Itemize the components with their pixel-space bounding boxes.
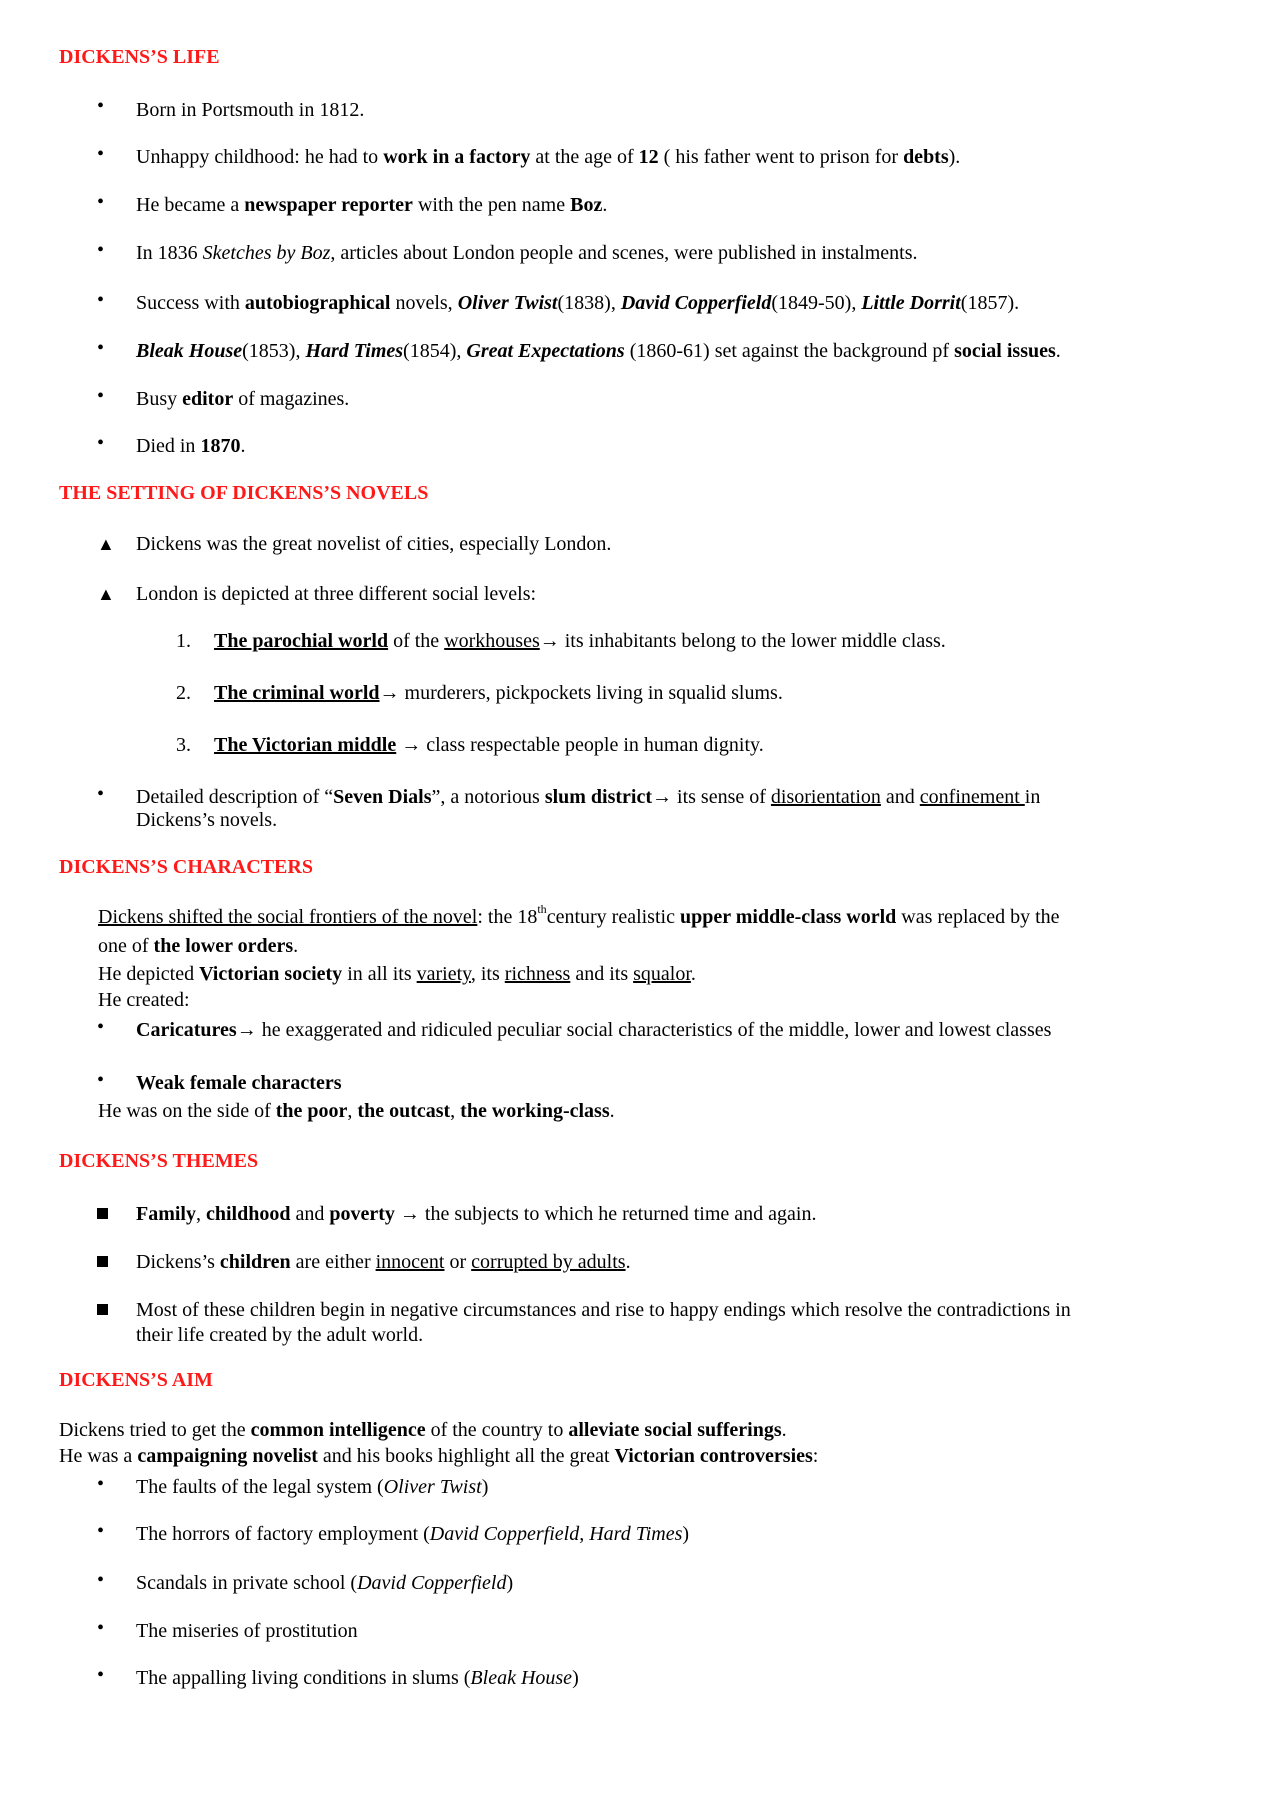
heading-characters: DICKENS’S CHARACTERS <box>59 856 313 878</box>
seven-dials-line-1: Detailed description of “Seven Dials”, a notorious slum district→ its sense of disorientation and confinement in <box>136 786 1041 808</box>
life-bullet-8: Died in 1870. <box>136 435 246 457</box>
bullet-marker: • <box>97 432 105 454</box>
bullet-marker: • <box>97 385 105 407</box>
characters-para-3: He depicted Victorian society in all its variety, its richness and its squalor. <box>98 963 696 985</box>
life-bullet-7: Busy editor of magazines. <box>136 388 350 410</box>
aim-list-5: The appalling living conditions in slums (Bleak House) <box>136 1667 579 1689</box>
bullet-marker: • <box>97 1520 105 1542</box>
square-bullet-icon <box>97 1250 108 1274</box>
list-number: 1. <box>176 630 191 652</box>
life-bullet-6: Bleak House(1853), Hard Times(1854), Great Expectations (1860-61) set against the background pf social issues. <box>136 340 1061 362</box>
list-number: 3. <box>176 734 191 756</box>
heading-life: DICKENS’S LIFE <box>59 46 220 68</box>
characters-para-1: Dickens shifted the social frontiers of the novel: the 18thcentury realistic upper middle-class world was replaced by the <box>98 902 1060 928</box>
social-level-2: The criminal world→ murderers, pickpockets living in squalid slums. <box>214 682 783 704</box>
heading-aim: DICKENS’S AIM <box>59 1369 213 1391</box>
bullet-marker: • <box>97 1473 105 1495</box>
bullet-marker: • <box>97 191 105 213</box>
life-bullet-4: In 1836 Sketches by Boz, articles about London people and scenes, were published in instalments. <box>136 242 918 264</box>
themes-point-2: Dickens’s children are either innocent or corrupted by adults. <box>136 1251 631 1273</box>
characters-para-2: one of the lower orders. <box>98 935 299 957</box>
bullet-marker: • <box>97 1664 105 1686</box>
bullet-marker: • <box>97 289 105 311</box>
aim-list-3: Scandals in private school (David Copperfield) <box>136 1572 514 1594</box>
bullet-marker: • <box>97 1617 105 1639</box>
heading-themes: DICKENS’S THEMES <box>59 1150 259 1172</box>
social-level-3: The Victorian middle → class respectable people in human dignity. <box>214 734 764 756</box>
bullet-marker: • <box>97 1069 105 1091</box>
triangle-marker: ▲ <box>97 534 115 554</box>
bullet-marker: • <box>97 95 105 117</box>
setting-point-2: London is depicted at three different social levels: <box>136 583 537 605</box>
bullet-marker: • <box>97 1016 105 1038</box>
life-bullet-5: Success with autobiographical novels, Oliver Twist(1838), David Copperfield(1849-50), Little Dorrit(1857). <box>136 292 1020 314</box>
bullet-marker: • <box>97 1569 105 1591</box>
bullet-marker: • <box>97 337 105 359</box>
life-bullet-3: He became a newspaper reporter with the pen name Boz. <box>136 194 608 216</box>
seven-dials-line-2: Dickens’s novels. <box>136 809 278 831</box>
aim-para-1: Dickens tried to get the common intelligence of the country to alleviate social sufferings. <box>59 1419 787 1441</box>
characters-caricatures: Caricatures→ he exaggerated and ridiculed peculiar social characteristics of the middle, lower and lowest classes <box>136 1019 1052 1041</box>
themes-point-3-line-2: their life created by the adult world. <box>136 1324 424 1346</box>
social-level-1: The parochial world of the workhouses→ its inhabitants belong to the lower middle class. <box>214 630 946 652</box>
triangle-marker: ▲ <box>97 584 115 604</box>
life-bullet-2: Unhappy childhood: he had to work in a factory at the age of 12 ( his father went to prison for debts). <box>136 146 961 168</box>
themes-point-3-line-1: Most of these children begin in negative circumstances and rise to happy endings which resolve the contradictions in <box>136 1299 1071 1321</box>
aim-list-2: The horrors of factory employment (David Copperfield, Hard Times) <box>136 1523 690 1545</box>
life-bullet-1: Born in Portsmouth in 1812. <box>136 99 365 121</box>
list-number: 2. <box>176 682 191 704</box>
setting-point-1: Dickens was the great novelist of cities, especially London. <box>136 533 612 555</box>
aim-para-2: He was a campaigning novelist and his books highlight all the great Victorian controversies: <box>59 1445 819 1467</box>
characters-weak-female: Weak female characters <box>136 1072 342 1094</box>
bullet-marker: • <box>97 239 105 261</box>
square-bullet-icon <box>97 1298 108 1322</box>
aim-list-4: The miseries of prostitution <box>136 1620 358 1642</box>
characters-para-5: He was on the side of the poor, the outcast, the working-class. <box>98 1100 615 1122</box>
heading-setting: THE SETTING OF DICKENS’S NOVELS <box>59 482 429 504</box>
bullet-marker: • <box>97 783 105 805</box>
themes-point-1: Family, childhood and poverty → the subjects to which he returned time and again. <box>136 1203 817 1225</box>
characters-para-4: He created: <box>98 989 190 1011</box>
bullet-marker: • <box>97 143 105 165</box>
aim-list-1: The faults of the legal system (Oliver Twist) <box>136 1476 489 1498</box>
square-bullet-icon <box>97 1202 108 1226</box>
